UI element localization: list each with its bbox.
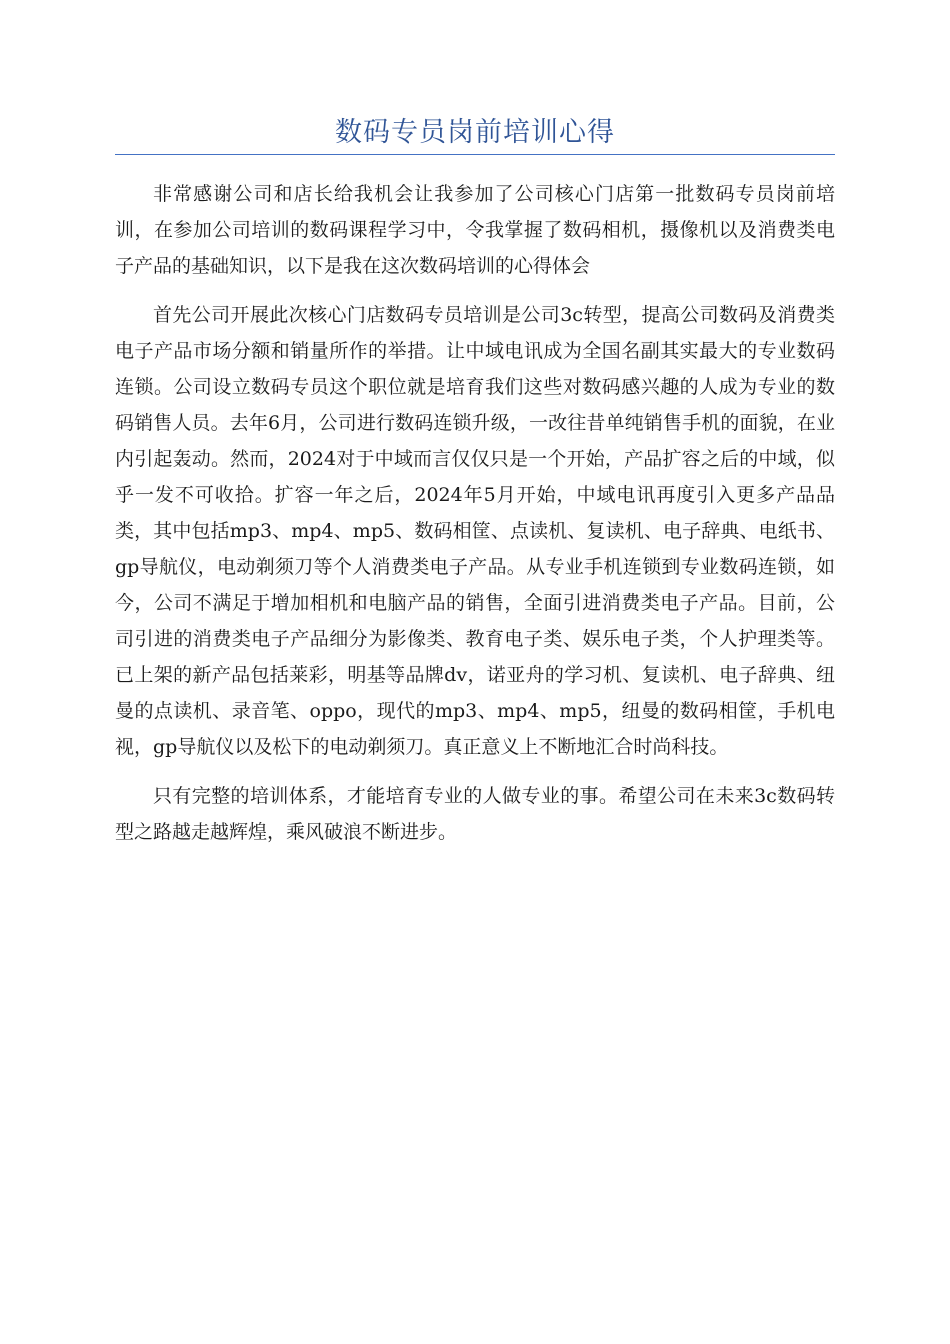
paragraph-main: 首先公司开展此次核心门店数码专员培训是公司3c转型，提高公司数码及消费类电子产品市场分额和销量所作的举措。让中域电讯成为全国名副其实最大的专业数码连锁。公司设立数码专员这个职位就是培育我们这些对数码感兴趣的人成为专业的数码销售人员。去年6月，公司进行数码连锁升级，一改往昔单纯销售手机的面貌，在业内引起轰动。然而，2024对于中域而言仅仅只是一个开始，产品扩容之后的中域，似乎一发不可收拾。扩容一年之后，2024年5月开始，中域电讯再度引入更多产品品类，其中包括mp3、mp4、mp5、数码相筐、点读机、复读机、电子辞典、电纸书、gp导航仪，电动剃须刀等个人消费类电子产品。从专业手机连锁到专业数码连锁，如今，公司不满足于增加相机和电脑产品的销售，全面引进消费类电子产品。目前，公司引进的消费类电子产品细分为影像类、教育电子类、娱乐电子类，个人护理类等。已上架的新产品包括莱彩，明基等品牌dv，诺亚舟的学习机、复读机、电子辞典、纽曼的点读机、录音笔、oppo，现代的mp3、mp4、mp5，纽曼的数码相筐，手机电视，gp导航仪以及松下的电动剃须刀。真正意义上不断地汇合时尚科技。 bbox=[115, 304, 835, 758]
paragraph-intro: 非常感谢公司和店长给我机会让我参加了公司核心门店第一批数码专员岗前培训，在参加公司培训的数码课程学习中，令我掌握了数码相机，摄像机以及消费类电子产品的基础知识，以下是我在这次数码培训的心得体会 bbox=[115, 183, 835, 277]
document-body bbox=[115, 176, 835, 863]
paragraph-conclusion: 只有完整的培训体系，才能培育专业的人做专业的事。希望公司在未来3c数码转型之路越走越辉煌，乘风破浪不断进步。 bbox=[115, 785, 835, 843]
document-title: 数码专员岗前培训心得 bbox=[335, 117, 615, 148]
title-divider bbox=[115, 154, 835, 155]
